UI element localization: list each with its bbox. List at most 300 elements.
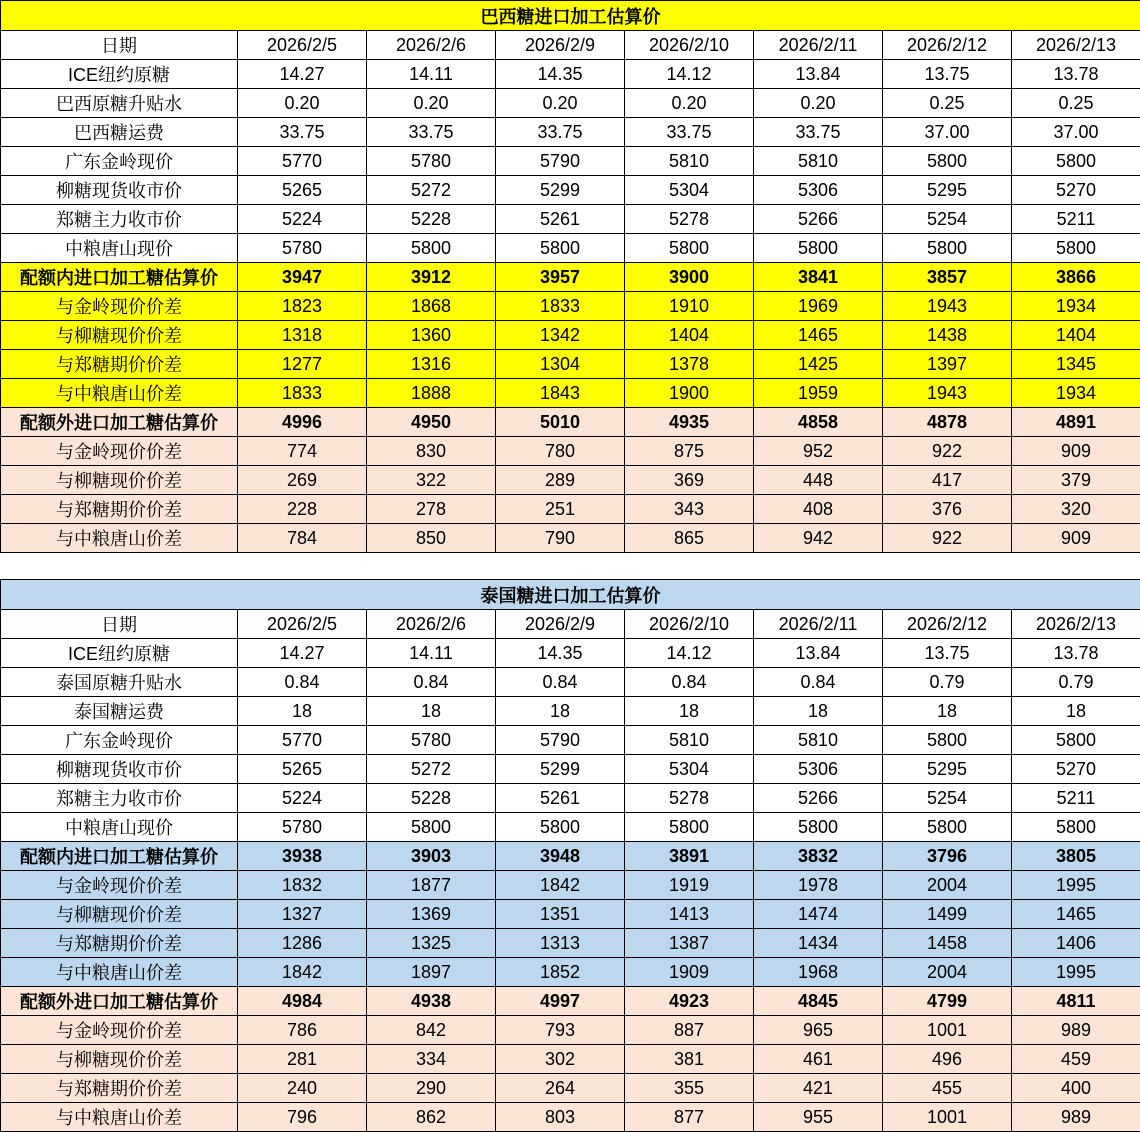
value-cell: 459 [1012, 1045, 1140, 1074]
value-cell: 13.75 [883, 639, 1012, 668]
value-cell: 5780 [367, 147, 496, 176]
row-label: 泰国糖运费 [1, 697, 238, 726]
value-cell: 13.78 [1012, 60, 1140, 89]
value-cell: 18 [367, 697, 496, 726]
value-cell: 1345 [1012, 350, 1140, 379]
value-cell: 784 [238, 524, 367, 553]
table-row [1, 60, 1140, 89]
value-cell: 3947 [238, 263, 367, 292]
table-row [1, 466, 1140, 495]
value-cell: 5211 [1012, 784, 1140, 813]
table-row [1, 668, 1140, 697]
value-cell: 1313 [496, 929, 625, 958]
date-header-label: 日期 [1, 31, 238, 60]
row-label: 与金岭现价价差 [1, 871, 238, 900]
value-cell: 343 [625, 495, 754, 524]
value-cell: 33.75 [496, 118, 625, 147]
value-cell: 37.00 [1012, 118, 1140, 147]
value-cell: 5278 [625, 784, 754, 813]
value-cell: 355 [625, 1074, 754, 1103]
value-cell: 922 [883, 437, 1012, 466]
row-label: 与柳糖现价价差 [1, 900, 238, 929]
row-label: 中粮唐山现价 [1, 234, 238, 263]
value-cell: 14.35 [496, 639, 625, 668]
value-cell: 14.27 [238, 639, 367, 668]
value-cell: 334 [367, 1045, 496, 1074]
value-cell: 400 [1012, 1074, 1140, 1103]
value-cell: 381 [625, 1045, 754, 1074]
value-cell: 448 [754, 466, 883, 495]
value-cell: 455 [883, 1074, 1012, 1103]
value-cell: 461 [754, 1045, 883, 1074]
value-cell: 5224 [238, 784, 367, 813]
value-cell: 1833 [496, 292, 625, 321]
value-cell: 5810 [625, 726, 754, 755]
value-cell: 1823 [238, 292, 367, 321]
value-cell: 5770 [238, 726, 367, 755]
table-row [1, 1016, 1140, 1045]
value-cell: 4811 [1012, 987, 1140, 1016]
table-row [1, 900, 1140, 929]
value-cell: 5800 [754, 813, 883, 842]
table-row [1, 437, 1140, 466]
table-row [1, 176, 1140, 205]
value-cell: 1995 [1012, 871, 1140, 900]
value-cell: 1877 [367, 871, 496, 900]
table-row [1, 697, 1140, 726]
value-cell: 5270 [1012, 755, 1140, 784]
thailand-sugar-table [0, 579, 1140, 1132]
row-label: 广东金岭现价 [1, 147, 238, 176]
value-cell: 5299 [496, 176, 625, 205]
value-cell: 1360 [367, 321, 496, 350]
value-cell: 1900 [625, 379, 754, 408]
value-cell: 5272 [367, 755, 496, 784]
table-row [1, 639, 1140, 668]
value-cell: 18 [883, 697, 1012, 726]
value-cell: 3857 [883, 263, 1012, 292]
value-cell: 887 [625, 1016, 754, 1045]
value-cell: 1832 [238, 871, 367, 900]
value-cell: 1425 [754, 350, 883, 379]
value-cell: 796 [238, 1103, 367, 1132]
value-cell: 496 [883, 1045, 1012, 1074]
value-cell: 955 [754, 1103, 883, 1132]
value-cell: 909 [1012, 437, 1140, 466]
value-cell: 1888 [367, 379, 496, 408]
row-label: 配额外进口加工糖估算价 [1, 408, 238, 437]
value-cell: 5790 [496, 726, 625, 755]
date-header: 2026/2/12 [883, 31, 1012, 60]
value-cell: 3948 [496, 842, 625, 871]
value-cell: 1342 [496, 321, 625, 350]
value-cell: 1404 [1012, 321, 1140, 350]
value-cell: 320 [1012, 495, 1140, 524]
value-cell: 33.75 [238, 118, 367, 147]
value-cell: 965 [754, 1016, 883, 1045]
value-cell: 13.84 [754, 639, 883, 668]
value-cell: 5266 [754, 784, 883, 813]
value-cell: 322 [367, 466, 496, 495]
value-cell: 4923 [625, 987, 754, 1016]
value-cell: 1387 [625, 929, 754, 958]
table-gap [0, 553, 1140, 579]
value-cell: 4878 [883, 408, 1012, 437]
value-cell: 5800 [367, 813, 496, 842]
value-cell: 1316 [367, 350, 496, 379]
value-cell: 803 [496, 1103, 625, 1132]
value-cell: 3957 [496, 263, 625, 292]
value-cell: 1325 [367, 929, 496, 958]
value-cell: 1327 [238, 900, 367, 929]
value-cell: 0.25 [1012, 89, 1140, 118]
value-cell: 289 [496, 466, 625, 495]
value-cell: 1304 [496, 350, 625, 379]
value-cell: 14.27 [238, 60, 367, 89]
value-cell: 4858 [754, 408, 883, 437]
value-cell: 5800 [625, 234, 754, 263]
value-cell: 408 [754, 495, 883, 524]
value-cell: 5254 [883, 205, 1012, 234]
value-cell: 1910 [625, 292, 754, 321]
date-header: 2026/2/6 [367, 31, 496, 60]
value-cell: 14.12 [625, 639, 754, 668]
value-cell: 33.75 [754, 118, 883, 147]
value-cell: 1499 [883, 900, 1012, 929]
date-header: 2026/2/9 [496, 31, 625, 60]
value-cell: 5800 [883, 726, 1012, 755]
value-cell: 5299 [496, 755, 625, 784]
table-row [1, 379, 1140, 408]
value-cell: 0.20 [367, 89, 496, 118]
value-cell: 952 [754, 437, 883, 466]
value-cell: 417 [883, 466, 1012, 495]
value-cell: 842 [367, 1016, 496, 1045]
value-cell: 989 [1012, 1103, 1140, 1132]
value-cell: 5800 [1012, 813, 1140, 842]
date-header: 2026/2/13 [1012, 610, 1140, 639]
value-cell: 5228 [367, 205, 496, 234]
value-cell: 37.00 [883, 118, 1012, 147]
value-cell: 264 [496, 1074, 625, 1103]
value-cell: 5272 [367, 176, 496, 205]
table-row [1, 813, 1140, 842]
table-row [1, 1045, 1140, 1074]
value-cell: 3903 [367, 842, 496, 871]
value-cell: 0.84 [496, 668, 625, 697]
brazil-sugar-table [0, 0, 1140, 553]
value-cell: 850 [367, 524, 496, 553]
value-cell: 1406 [1012, 929, 1140, 958]
value-cell: 780 [496, 437, 625, 466]
brazil-sugar-table-title: 巴西糖进口加工估算价 [1, 1, 1140, 31]
date-header: 2026/2/13 [1012, 31, 1140, 60]
value-cell: 4996 [238, 408, 367, 437]
value-cell: 14.11 [367, 639, 496, 668]
value-cell: 0.25 [883, 89, 1012, 118]
value-cell: 4799 [883, 987, 1012, 1016]
value-cell: 281 [238, 1045, 367, 1074]
value-cell: 1842 [238, 958, 367, 987]
value-cell: 4935 [625, 408, 754, 437]
value-cell: 13.84 [754, 60, 883, 89]
row-label: 柳糖现货收市价 [1, 755, 238, 784]
row-label: 配额外进口加工糖估算价 [1, 987, 238, 1016]
value-cell: 1969 [754, 292, 883, 321]
value-cell: 1277 [238, 350, 367, 379]
table-row [1, 292, 1140, 321]
value-cell: 4938 [367, 987, 496, 1016]
date-header: 2026/2/5 [238, 31, 367, 60]
value-cell: 1351 [496, 900, 625, 929]
value-cell: 0.20 [496, 89, 625, 118]
value-cell: 4891 [1012, 408, 1140, 437]
date-header: 2026/2/10 [625, 610, 754, 639]
value-cell: 3912 [367, 263, 496, 292]
value-cell: 4845 [754, 987, 883, 1016]
row-label: 与中粮唐山价差 [1, 1103, 238, 1132]
row-label: 与郑糖期价价差 [1, 1074, 238, 1103]
row-label: ICE纽约原糖 [1, 639, 238, 668]
value-cell: 3832 [754, 842, 883, 871]
value-cell: 5800 [367, 234, 496, 263]
table-row [1, 929, 1140, 958]
table-row [1, 205, 1140, 234]
value-cell: 5770 [238, 147, 367, 176]
value-cell: 5265 [238, 755, 367, 784]
value-cell: 774 [238, 437, 367, 466]
value-cell: 5800 [1012, 147, 1140, 176]
table-row [1, 1103, 1140, 1132]
row-label: 与郑糖期价价差 [1, 495, 238, 524]
value-cell: 1286 [238, 929, 367, 958]
value-cell: 13.75 [883, 60, 1012, 89]
value-cell: 5254 [883, 784, 1012, 813]
row-label: 郑糖主力收市价 [1, 784, 238, 813]
value-cell: 830 [367, 437, 496, 466]
value-cell: 5810 [754, 726, 883, 755]
value-cell: 5306 [754, 755, 883, 784]
table-row [1, 755, 1140, 784]
value-cell: 13.78 [1012, 639, 1140, 668]
value-cell: 3841 [754, 263, 883, 292]
value-cell: 3805 [1012, 842, 1140, 871]
value-cell: 5266 [754, 205, 883, 234]
value-cell: 1413 [625, 900, 754, 929]
value-cell: 228 [238, 495, 367, 524]
value-cell: 1919 [625, 871, 754, 900]
value-cell: 5295 [883, 755, 1012, 784]
date-header: 2026/2/9 [496, 610, 625, 639]
value-cell: 33.75 [367, 118, 496, 147]
value-cell: 302 [496, 1045, 625, 1074]
value-cell: 5780 [367, 726, 496, 755]
value-cell: 421 [754, 1074, 883, 1103]
value-cell: 14.11 [367, 60, 496, 89]
value-cell: 5780 [238, 813, 367, 842]
value-cell: 369 [625, 466, 754, 495]
value-cell: 3938 [238, 842, 367, 871]
value-cell: 790 [496, 524, 625, 553]
date-header: 2026/2/11 [754, 31, 883, 60]
row-label: 与金岭现价价差 [1, 292, 238, 321]
value-cell: 3891 [625, 842, 754, 871]
row-label: 泰国原糖升贴水 [1, 668, 238, 697]
row-label: 巴西糖运费 [1, 118, 238, 147]
value-cell: 2004 [883, 871, 1012, 900]
value-cell: 1474 [754, 900, 883, 929]
value-cell: 1458 [883, 929, 1012, 958]
value-cell: 18 [625, 697, 754, 726]
value-cell: 269 [238, 466, 367, 495]
value-cell: 290 [367, 1074, 496, 1103]
value-cell: 875 [625, 437, 754, 466]
value-cell: 5800 [883, 813, 1012, 842]
table-row [1, 89, 1140, 118]
value-cell: 865 [625, 524, 754, 553]
value-cell: 1001 [883, 1103, 1012, 1132]
value-cell: 1852 [496, 958, 625, 987]
date-header: 2026/2/10 [625, 31, 754, 60]
value-cell: 5800 [625, 813, 754, 842]
table-row [1, 234, 1140, 263]
value-cell: 1897 [367, 958, 496, 987]
value-cell: 5261 [496, 205, 625, 234]
value-cell: 18 [754, 697, 883, 726]
value-cell: 862 [367, 1103, 496, 1132]
value-cell: 5211 [1012, 205, 1140, 234]
value-cell: 1001 [883, 1016, 1012, 1045]
value-cell: 4997 [496, 987, 625, 1016]
value-cell: 1404 [625, 321, 754, 350]
value-cell: 14.12 [625, 60, 754, 89]
value-cell: 379 [1012, 466, 1140, 495]
table-row [1, 871, 1140, 900]
table-row [1, 842, 1140, 871]
thailand-sugar-table-title: 泰国糖进口加工估算价 [1, 580, 1140, 610]
table-row [1, 958, 1140, 987]
value-cell: 0.84 [367, 668, 496, 697]
value-cell: 1397 [883, 350, 1012, 379]
row-label: 与柳糖现价价差 [1, 1045, 238, 1074]
value-cell: 942 [754, 524, 883, 553]
row-label: 中粮唐山现价 [1, 813, 238, 842]
value-cell: 3866 [1012, 263, 1140, 292]
value-cell: 5810 [625, 147, 754, 176]
date-header: 2026/2/5 [238, 610, 367, 639]
value-cell: 4950 [367, 408, 496, 437]
table-row [1, 726, 1140, 755]
value-cell: 1978 [754, 871, 883, 900]
table-row [1, 147, 1140, 176]
value-cell: 1369 [367, 900, 496, 929]
value-cell: 5306 [754, 176, 883, 205]
value-cell: 5800 [883, 234, 1012, 263]
date-header: 2026/2/6 [367, 610, 496, 639]
value-cell: 909 [1012, 524, 1140, 553]
value-cell: 2004 [883, 958, 1012, 987]
value-cell: 5800 [883, 147, 1012, 176]
value-cell: 3900 [625, 263, 754, 292]
row-label: 与郑糖期价价差 [1, 929, 238, 958]
value-cell: 1434 [754, 929, 883, 958]
value-cell: 989 [1012, 1016, 1140, 1045]
row-label: 配额内进口加工糖估算价 [1, 263, 238, 292]
value-cell: 1959 [754, 379, 883, 408]
row-label: 与中粮唐山价差 [1, 524, 238, 553]
date-header: 2026/2/12 [883, 610, 1012, 639]
row-label: 广东金岭现价 [1, 726, 238, 755]
value-cell: 1934 [1012, 292, 1140, 321]
value-cell: 5304 [625, 176, 754, 205]
value-cell: 5224 [238, 205, 367, 234]
date-header-label: 日期 [1, 610, 238, 639]
value-cell: 5800 [1012, 234, 1140, 263]
row-label: 配额内进口加工糖估算价 [1, 842, 238, 871]
value-cell: 5800 [1012, 726, 1140, 755]
table-row [1, 495, 1140, 524]
value-cell: 0.84 [238, 668, 367, 697]
value-cell: 1842 [496, 871, 625, 900]
value-cell: 5261 [496, 784, 625, 813]
row-label: ICE纽约原糖 [1, 60, 238, 89]
value-cell: 1868 [367, 292, 496, 321]
value-cell: 240 [238, 1074, 367, 1103]
row-label: 与金岭现价价差 [1, 437, 238, 466]
value-cell: 0.84 [754, 668, 883, 697]
value-cell: 1833 [238, 379, 367, 408]
value-cell: 5010 [496, 408, 625, 437]
value-cell: 18 [1012, 697, 1140, 726]
value-cell: 1995 [1012, 958, 1140, 987]
value-cell: 0.20 [754, 89, 883, 118]
value-cell: 0.20 [238, 89, 367, 118]
value-cell: 0.20 [625, 89, 754, 118]
value-cell: 1318 [238, 321, 367, 350]
table-row [1, 350, 1140, 379]
table-row [1, 321, 1140, 350]
value-cell: 1968 [754, 958, 883, 987]
row-label: 与中粮唐山价差 [1, 958, 238, 987]
value-cell: 793 [496, 1016, 625, 1045]
value-cell: 1843 [496, 379, 625, 408]
value-cell: 1909 [625, 958, 754, 987]
value-cell: 5270 [1012, 176, 1140, 205]
value-cell: 5800 [496, 234, 625, 263]
row-label: 与金岭现价价差 [1, 1016, 238, 1045]
table-row [1, 408, 1140, 437]
row-label: 郑糖主力收市价 [1, 205, 238, 234]
value-cell: 922 [883, 524, 1012, 553]
value-cell: 0.79 [883, 668, 1012, 697]
value-cell: 18 [496, 697, 625, 726]
value-cell: 0.84 [625, 668, 754, 697]
value-cell: 1465 [1012, 900, 1140, 929]
value-cell: 3796 [883, 842, 1012, 871]
value-cell: 5295 [883, 176, 1012, 205]
row-label: 与郑糖期价价差 [1, 350, 238, 379]
row-label: 柳糖现货收市价 [1, 176, 238, 205]
value-cell: 33.75 [625, 118, 754, 147]
value-cell: 376 [883, 495, 1012, 524]
value-cell: 14.35 [496, 60, 625, 89]
value-cell: 786 [238, 1016, 367, 1045]
value-cell: 278 [367, 495, 496, 524]
value-cell: 1378 [625, 350, 754, 379]
value-cell: 5810 [754, 147, 883, 176]
value-cell: 5278 [625, 205, 754, 234]
value-cell: 5800 [496, 813, 625, 842]
